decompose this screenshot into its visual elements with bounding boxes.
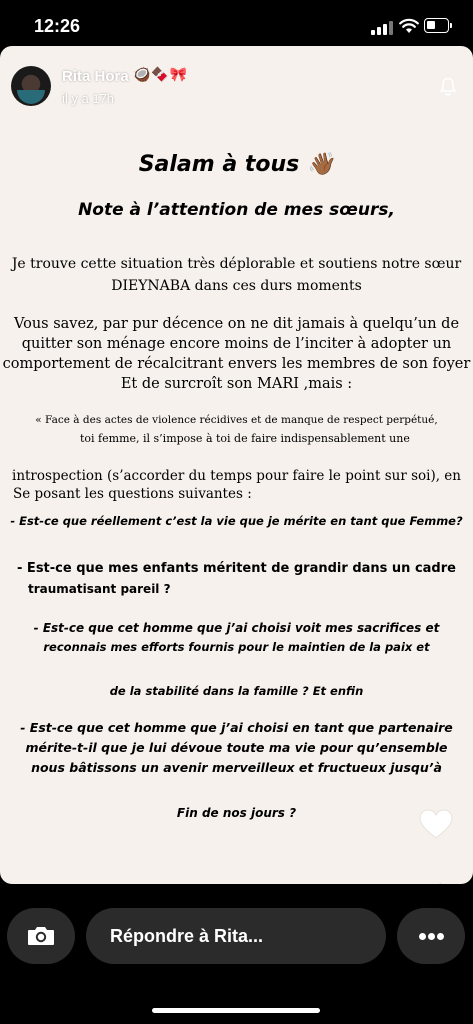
- wifi-icon: [399, 17, 419, 35]
- question-3-line-3: de la stabilité dans la famille ? Et enfin: [109, 684, 364, 698]
- paragraph-3-line-1: introspection (s’accorder du temps pour faire le point sur soi), en: [12, 468, 461, 484]
- question-2-line-2: traumatisant pareil ?: [28, 582, 171, 596]
- paragraph-2-line-2: quitter son ménage encore moins de l’inciter à adopter un: [21, 336, 452, 352]
- paragraph-2-line-3: comportement de récalcitrant envers les membres de son foyer: [2, 356, 471, 372]
- heart-icon[interactable]: [418, 808, 454, 840]
- status-time: 12:26: [34, 16, 81, 36]
- story-subtitle: Note à l’attention de mes sœurs,: [78, 200, 395, 220]
- camera-icon: [26, 924, 56, 948]
- question-4-line-3: nous bâtissons un avenir merveilleux et fructueux jusqu’à: [31, 760, 442, 775]
- quote-line-1: « Face à des actes de violence récidives et de manque de respect perpétué,: [35, 414, 438, 426]
- paragraph-2-line-1: Vous savez, par pur décence on ne dit jamais à quelqu’un de: [13, 316, 460, 332]
- story-time-ago: il y a 17h: [62, 91, 115, 106]
- paragraph-1-line-2: DIEYNABA dans ces durs moments: [111, 278, 362, 294]
- question-3-line-1: - Est-ce que cet homme que j’ai choisi voit mes sacrifices et: [33, 621, 440, 635]
- story-user-name[interactable]: Rita Hora: [62, 68, 129, 85]
- closing-line: Fin de nos jours ?: [176, 806, 297, 820]
- avatar[interactable]: [11, 66, 51, 106]
- paragraph-2-line-4: Et de surcroît son MARI ,mais :: [120, 376, 353, 392]
- user-emoji: 🥥🍫🎀: [133, 66, 189, 82]
- status-bar: [0, 0, 473, 50]
- paragraph-3-line-2: Se posant les questions suivantes :: [13, 486, 252, 502]
- cellular-signal-icon: [371, 19, 395, 35]
- reply-input[interactable]: Répondre à Rita...: [86, 908, 386, 964]
- question-1: - Est-ce que réellement c’est la vie que je mérite en tant que Femme?: [10, 514, 463, 528]
- battery-icon: [424, 18, 449, 33]
- bell-icon[interactable]: [438, 76, 458, 96]
- quote-line-2: toi femme, il s’impose à toi de faire indispensablement une: [80, 432, 410, 445]
- more-options-button[interactable]: [397, 908, 465, 964]
- camera-button[interactable]: [7, 908, 75, 964]
- home-indicator: [152, 1008, 320, 1013]
- paragraph-1-line-1: Je trouve cette situation très déplorable et soutiens notre sœur: [11, 256, 462, 272]
- share-arrow-icon[interactable]: [418, 881, 456, 884]
- story-card[interactable]: [0, 46, 473, 884]
- question-4-line-2: mérite-t-il que je lui dévoue toute ma vie pour qu’ensemble: [25, 740, 448, 755]
- question-2-line-1: - Est-ce que mes enfants méritent de grandir dans un cadre: [17, 561, 456, 576]
- question-4-line-1: - Est-ce que cet homme que j’ai choisi en tant que partenaire: [20, 720, 453, 735]
- question-3-line-2: reconnais mes efforts fournis pour le maintien de la paix et: [43, 640, 430, 654]
- story-title: Salam à tous 👋🏾: [138, 152, 335, 177]
